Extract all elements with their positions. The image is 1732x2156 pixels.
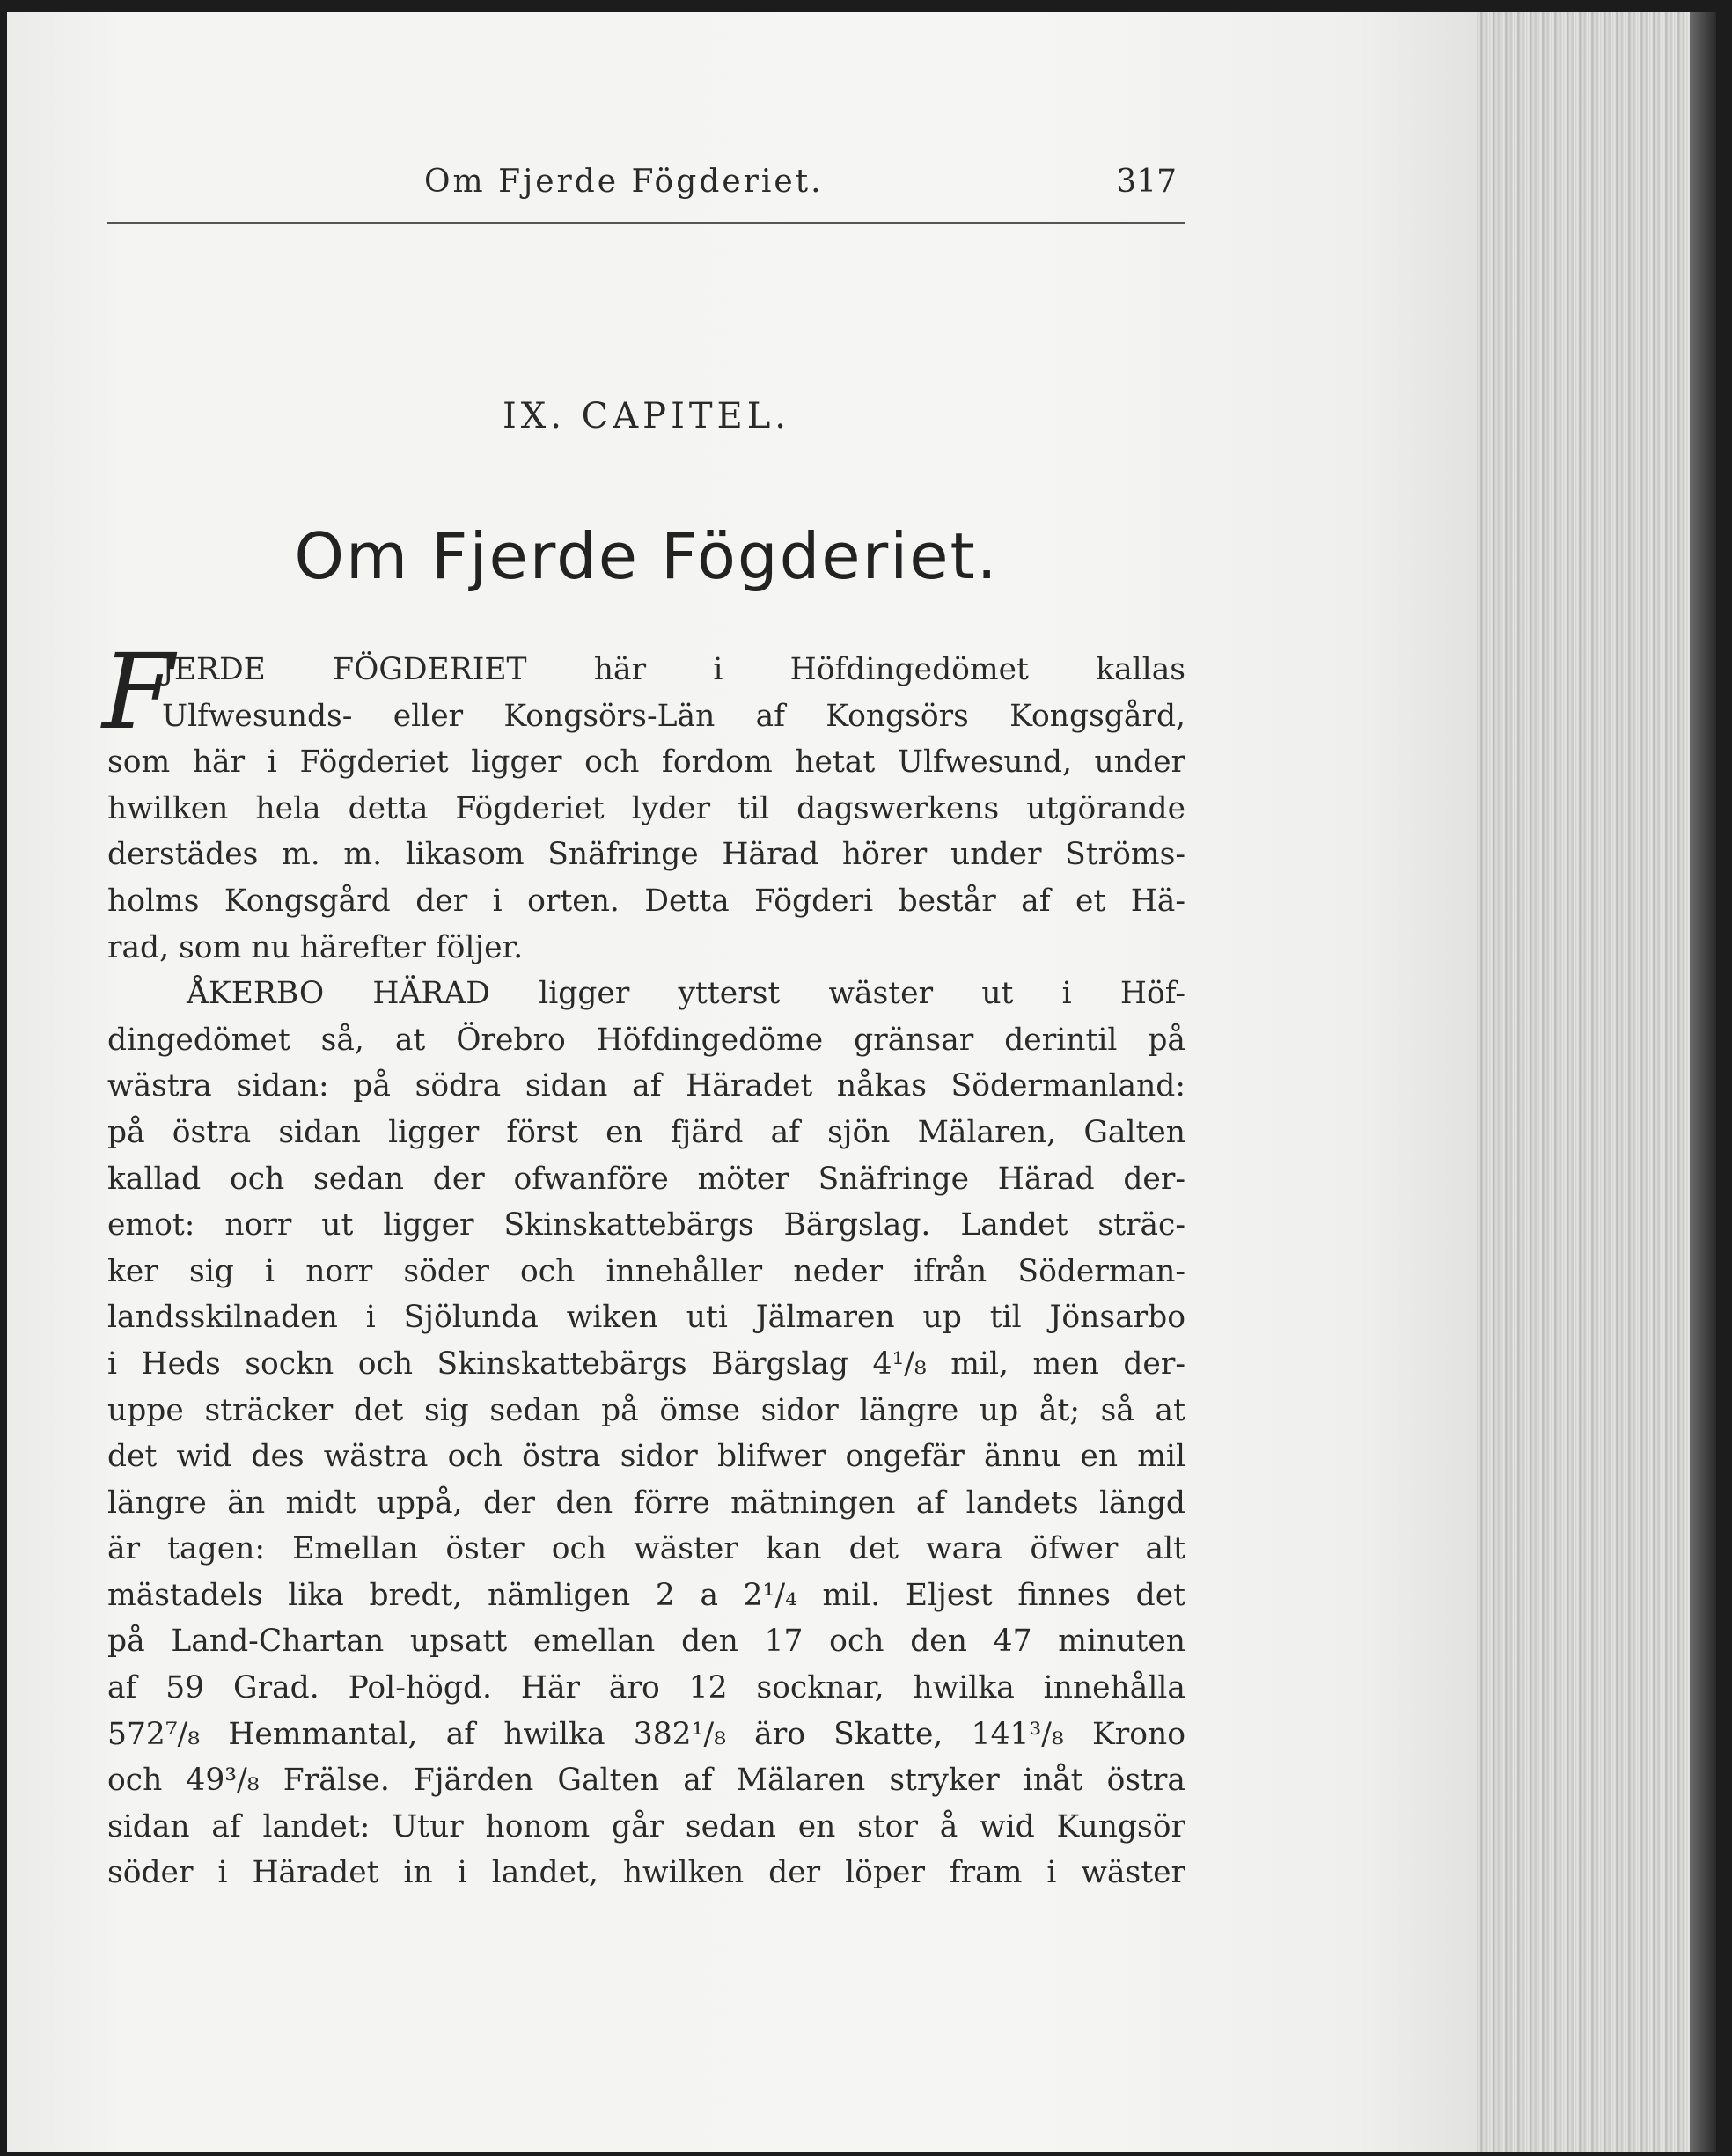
text-line: på östra sidan ligger först en fjärd af sjön Mälaren, Galten [107,1114,1185,1150]
page-fore-edge [1477,12,1690,2152]
text-line: på Land-Chartan upsatt emellan den 17 och den 47 minuten [107,1624,1185,1660]
running-head [107,164,1185,216]
drop-cap: F [102,631,174,752]
body-text [102,631,1185,1896]
text-line: kallad och sedan der ofwanföre möter Snäfringe Härad der- [107,1161,1185,1197]
text-line: längre än midt uppå, der den förre mätningen af landets längd [107,1485,1185,1521]
text-line: söder i Häradet in i landet, hwilken der löper fram i wäster [107,1855,1185,1891]
text-line: är tagen: Emellan öster och wäster kan det wara öfwer alt [107,1531,1185,1567]
text-line: af 59 Grad. Pol-högd. Här äro 12 socknar, hwilka innehålla [107,1670,1185,1706]
text-line: 572⁷/₈ Hemmantal, af hwilka 382¹/₈ äro Skatte, 141³/₈ Krono [107,1716,1185,1752]
text-line: sidan af landet: Utur honom går sedan en stor å wid Kungsör [107,1808,1185,1844]
text-line: holms Kongsgård der i orten. Detta Fögderi består af et Hä- [107,883,1185,919]
text-line: wästra sidan: på södra sidan af Häradet nåkas Södermanland: [107,1068,1185,1104]
text-line: JERDE FÖGDERIET här i Höfdingedömet kallas [162,652,1185,687]
text-line: det wid des wästra och östra sidor blifwer ongefär ännu en mil [107,1439,1185,1475]
book-edge-shadow [1690,12,1716,2152]
text-line: ÅKERBO HÄRAD ligger ytterst wäster ut i Höf- [187,976,1185,1012]
page-content [102,0,1185,2156]
text-line: derstädes m. m. likasom Snäfringe Härad hörer under Ströms- [107,837,1185,873]
text-line: i Heds sockn och Skinskattebärgs Bärgslag 4¹/₈ mil, men der- [107,1346,1185,1382]
page-number: 317 [1116,164,1177,200]
text-line: Ulfwesunds- eller Kongsörs-Län af Kongsörs Kongsgård, [162,698,1185,734]
running-head-title: Om Fjerde Fögderiet. [424,164,824,200]
text-line: uppe sträcker det sig sedan på ömse sidor längre up åt; så at [107,1392,1185,1428]
chapter-heading: IX. CAPITEL. [502,396,791,436]
section-title: Om Fjerde Fögderiet. [294,519,999,593]
text-line: hwilken hela detta Fögderiet lyder til dagswerkens utgörande [107,790,1185,826]
text-line: emot: norr ut ligger Skinskattebärgs Bärgslag. Landet sträc- [107,1207,1185,1243]
text-line: ker sig i norr söder och innehåller neder ifrån Söderman- [107,1253,1185,1289]
text-line: landsskilnaden i Sjölunda wiken uti Jälmaren up til Jönsarbo [107,1300,1185,1336]
text-line: mästadels lika bredt, nämligen 2 a 2¹/₄ mil. Eljest finnes det [107,1577,1185,1613]
text-line: och 49³/₈ Frälse. Fjärden Galten af Mälaren stryker inåt östra [107,1763,1185,1799]
text-line: som här i Fögderiet ligger och fordom hetat Ulfwesund, under [107,744,1185,781]
paragraph-1 [102,631,1185,971]
paragraph-2 [107,971,1185,1896]
text-line: dingedömet så, at Örebro Höfdingedöme gränsar derintil på [107,1022,1185,1058]
header-rule [107,222,1185,224]
text-line: rad, som nu härefter följer. [107,929,524,965]
